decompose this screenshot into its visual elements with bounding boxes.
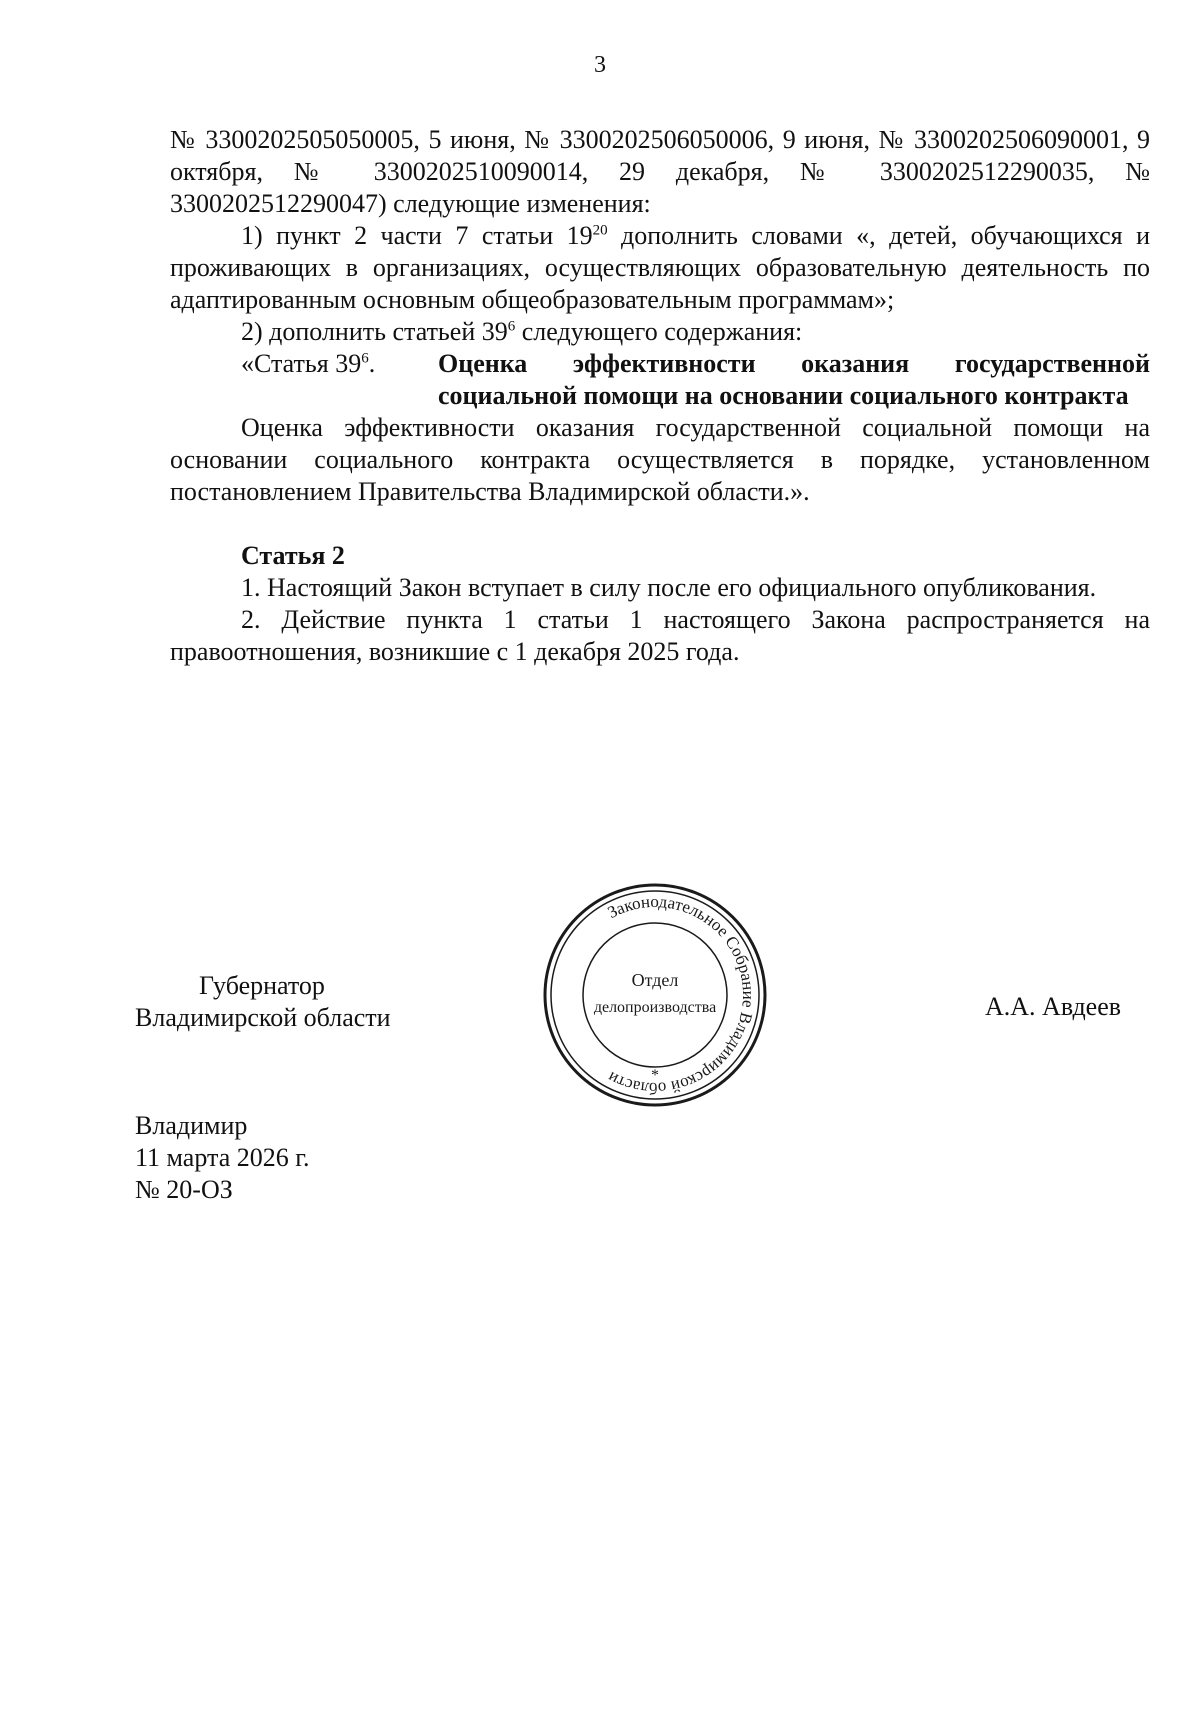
signatory-position: Губернатор [199,971,325,1000]
stamp-center-line-1: Отдел [631,970,679,990]
page-number: 3 [594,52,606,78]
city: Владимир [135,1111,248,1140]
item-2-text-start: 2) дополнить статьей 39 [241,317,508,346]
signatory-title [135,970,445,1034]
stamp-seal-graphic [540,880,770,1110]
signatory-region: Владимирской области [135,1003,391,1032]
stamp-center-line-2: делопроизводства [593,999,717,1016]
paragraph-article-2-item-2: 2. Действие пункта 1 статьи 1 настоящего Закона распространяется на правоотношения, возникшие с 1 декабря 2025 года. [170,605,1150,666]
article-39-label-text: «Статья 39 [241,349,362,378]
item-1-text-end: дополнить словами «, детей, обучающихся и проживающих в организациях, осуществляющих образовательную деятельность по адаптированным основным общеобразовательным программам»; [170,221,1150,314]
item-1-superscript: 20 [592,222,608,239]
paragraph-item-1 [170,220,1150,316]
article-2-title: Статья 2 [241,541,345,570]
article-39-label-dot: . [368,349,376,378]
signatory-name: А.А. Авдеев [985,992,1122,1021]
place-and-date [135,1110,309,1206]
article-39-label [241,348,441,380]
item-1-text-start: 1) пункт 2 части 7 статьи 19 [241,221,593,250]
official-stamp [540,880,770,1110]
stamp-ring-text: Законодательное Собрание Владимирской области [604,891,759,1099]
article-39-title-text: Оценка эффективности оказания государственной социальной помощи на основании социального контракта [438,349,1150,410]
item-2-text-end: следующего содержания: [515,317,803,346]
paragraph-amendment-list: № 3300202505050005, 5 июня, № 3300202506050006, 9 июня, № 3300202506090001, 9 октября, № 3300202510090014, 29 декабря, № 3300202512290035, № 3300202512290047) следующие изменения: [170,125,1150,218]
document-body [170,124,1150,668]
stamp-star: * [651,1067,659,1084]
spacer [170,508,1150,540]
article-39-title [438,348,1150,412]
article-39-superscript: 6 [361,350,369,367]
article-39-heading [170,348,1150,412]
law-number: № 20-ОЗ [135,1175,233,1204]
paragraph-article-2-item-1: 1. Настоящий Закон вступает в силу после его официального опубликования. [241,573,1097,602]
item-2-superscript: 6 [507,318,516,335]
stamp-center-ring [583,923,727,1067]
signing-date: 11 марта 2026 г. [135,1143,310,1172]
paragraph-item-2 [170,316,1150,348]
paragraph-article-39-body: Оценка эффективности оказания государственной социальной помощи на основании социального контракта осуществляется в порядке, установленном постановлением Правительства Владимирской области.». [170,413,1150,506]
